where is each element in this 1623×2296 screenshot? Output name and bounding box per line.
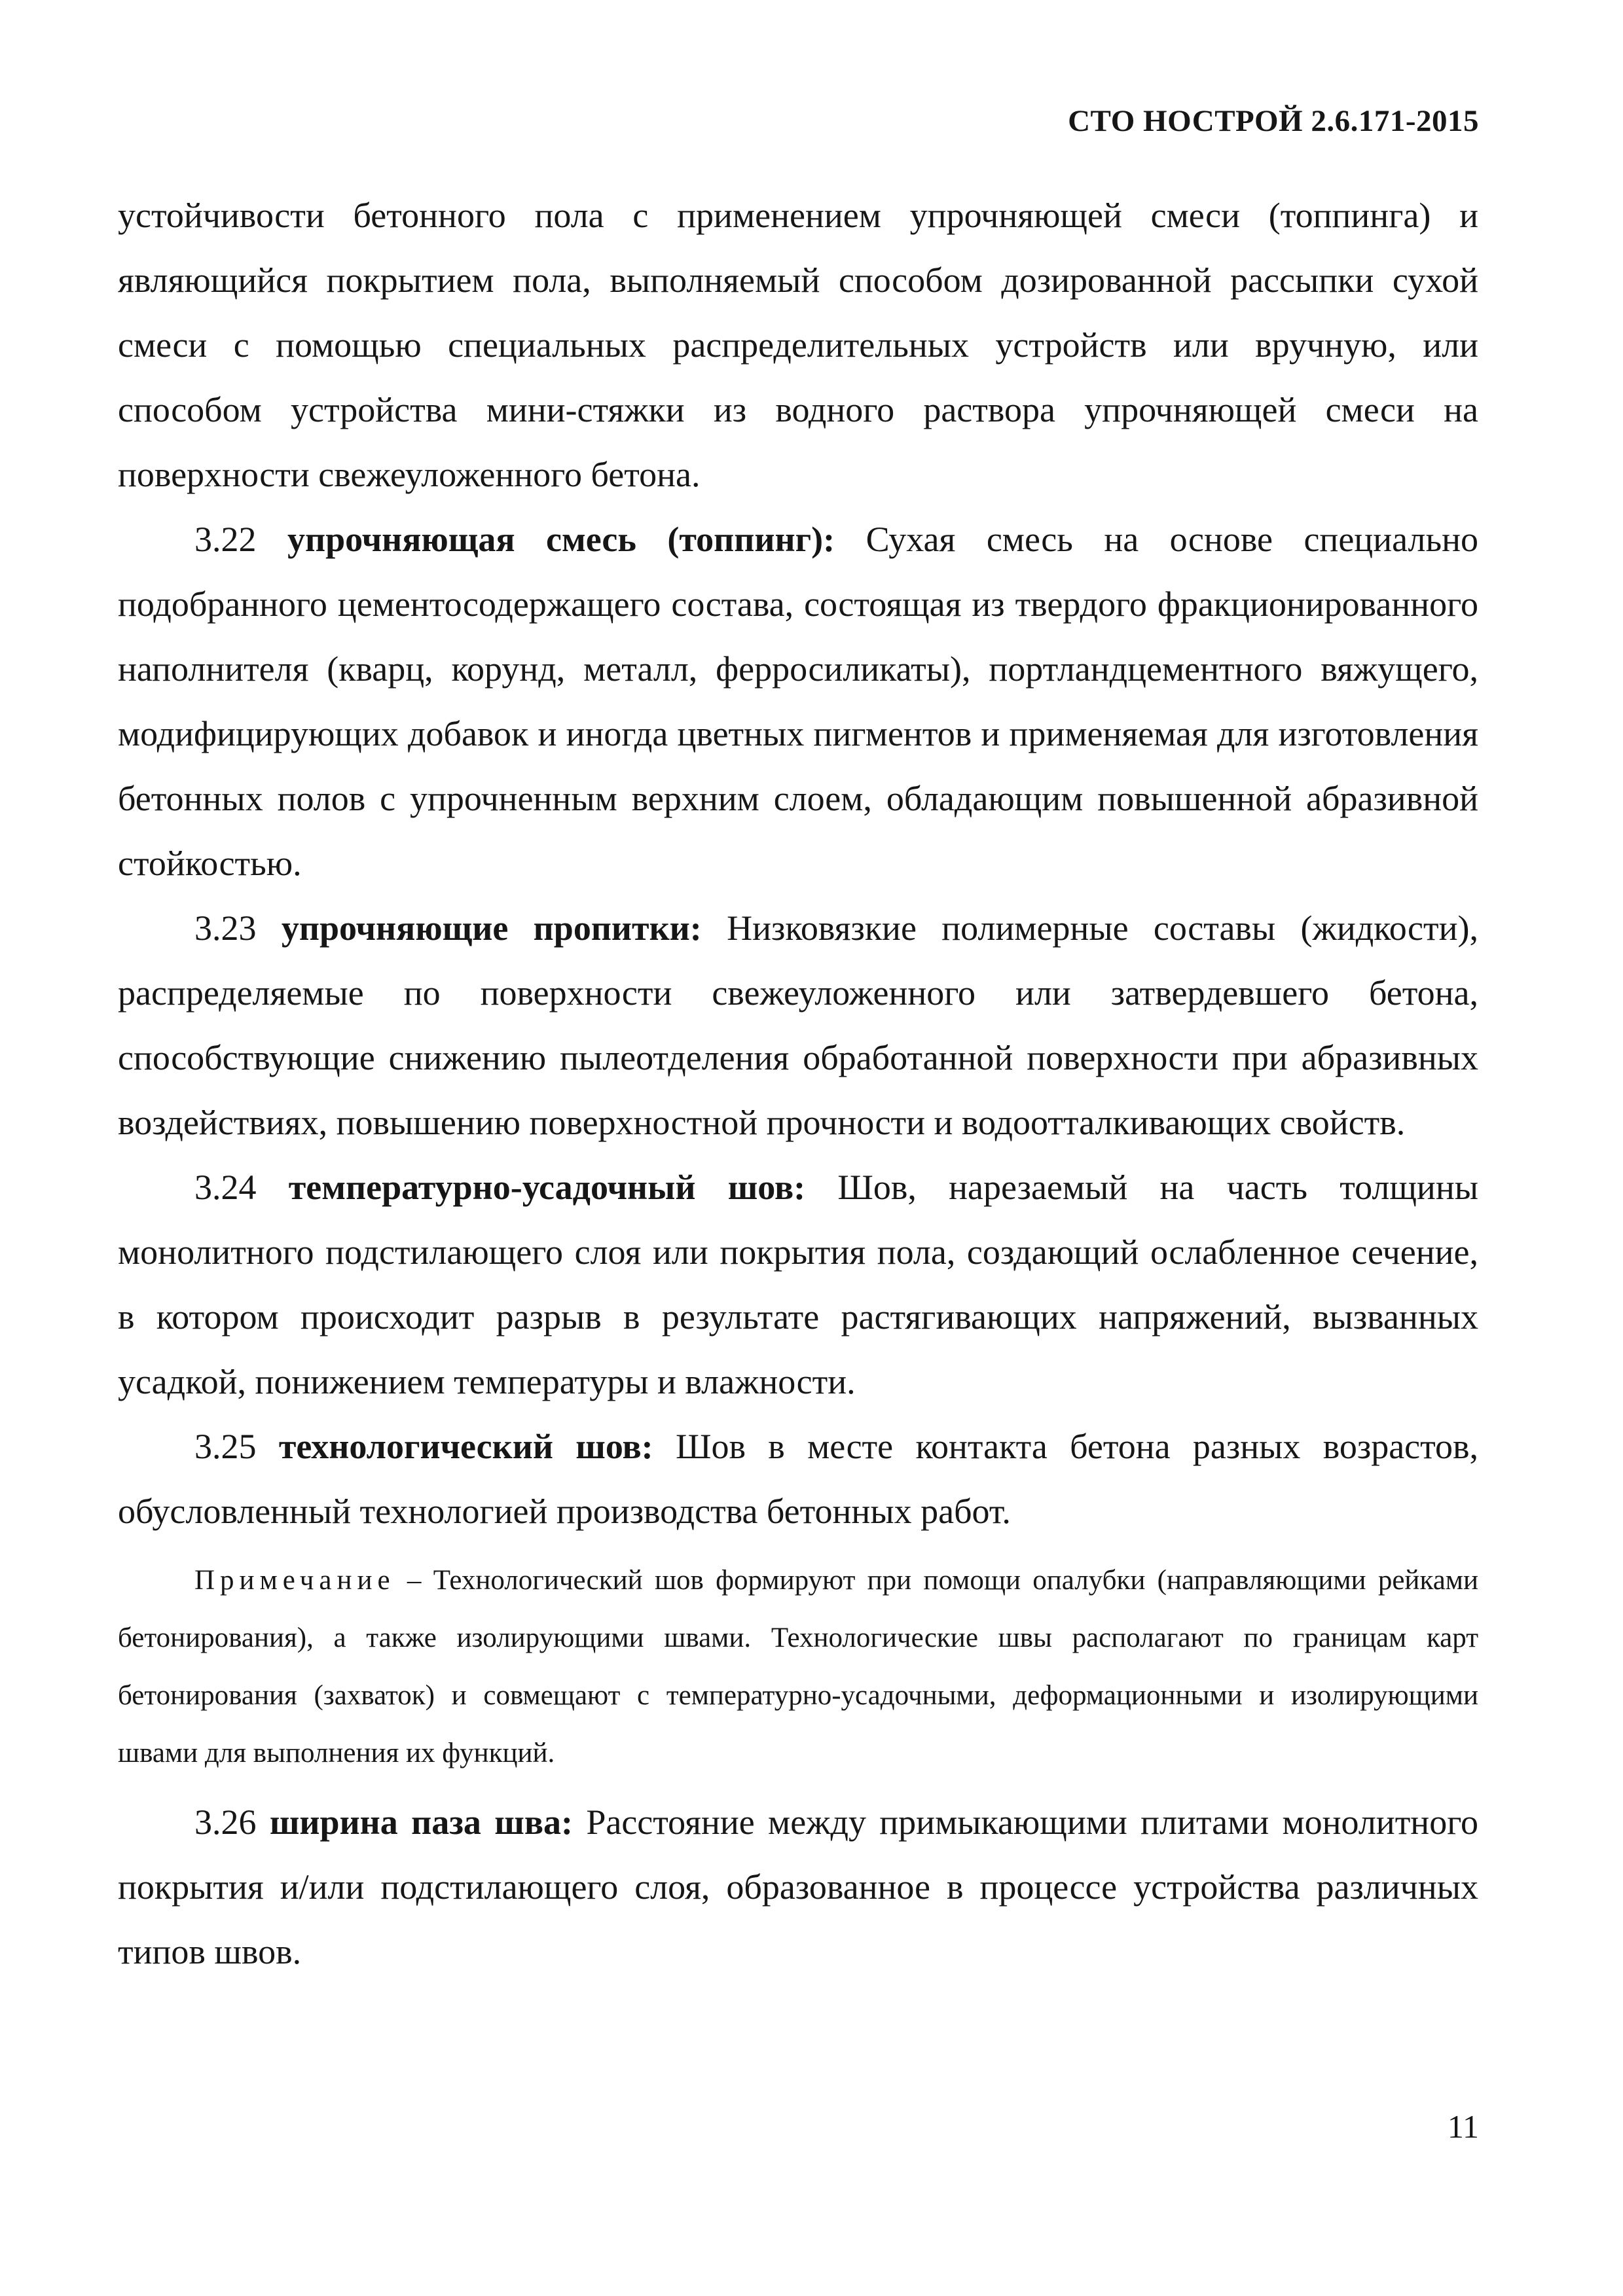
clause-number: 3.23 <box>194 908 257 948</box>
clause-number: 3.26 <box>194 1803 257 1842</box>
document-body <box>118 183 1478 1984</box>
document-header: СТО НОСТРОЙ 2.6.171-2015 <box>1068 104 1479 138</box>
clause-number: 3.25 <box>194 1427 257 1466</box>
definition-3-25 <box>118 1414 1478 1544</box>
term: ширина паза шва: <box>269 1803 573 1842</box>
clause-number: 3.24 <box>194 1168 257 1207</box>
definition-3-26 <box>118 1790 1478 1984</box>
note-label: Примечание <box>194 1565 395 1596</box>
definition-text: Сухая смесь на основе специально подобранного цементосодержащего состава, состоящая из твердого фракционированного наполнителя (кварц, корунд, металл, ферросиликаты), портландцементного вяжущего, модифицирующих добавок и иногда цветных пигментов и применяемая для изготовления бетонных полов с упрочненным верхним слоем, обладающим повышенной абразивной стойкостью. <box>118 520 1479 883</box>
page-number: 11 <box>1447 2108 1479 2145</box>
term: упрочняющие пропитки: <box>281 908 702 948</box>
term: технологический шов: <box>278 1427 653 1466</box>
definition-text: Шов, нарезаемый на часть толщины монолитного подстилающего слоя или покрытия пола, создающий ослабленное сечение, в котором происходит разрыв в результате растягивающих напряжений, вызванных усадкой, понижением температуры и влажности. <box>118 1168 1479 1401</box>
definition-3-22 <box>118 507 1478 896</box>
note-text: – Технологический шов формируют при помощи опалубки (направляющими рейками бетонирования), а также изолирующими швами. Технологические швы располагают по границам карт бетонирования (захваток) и совмещают с температурно-усадочными, деформационными и изолирующими швами для выполнения их функций. <box>118 1565 1478 1768</box>
definition-text: Шов в месте контакта бетона разных возрастов, обусловленный технологией производства бетонных работ. <box>118 1427 1479 1531</box>
term: температурно-усадочный шов: <box>288 1168 806 1207</box>
definition-3-24 <box>118 1155 1478 1414</box>
note <box>118 1552 1478 1782</box>
definition-text: Низковязкие полимерные составы (жидкости), распределяемые по поверхности свежеуложенного или затвердевшего бетона, способствующие снижению пылеотделения обработанной поверхности при абразивных воздействиях, повышению поверхностной прочности и водоотталкивающих свойств. <box>118 908 1479 1142</box>
paragraph-continuation: устойчивости бетонного пола с применением упрочняющей смеси (топпинга) и являющийся покрытием пола, выполняемый способом дозированной рассыпки сухой смеси с помощью специальных распределительных устройств или вручную, или способом устройства мини-стяжки из водного раствора упрочняющей смеси на поверхности свежеуложенного бетона. <box>118 196 1478 494</box>
clause-number: 3.22 <box>194 520 257 559</box>
term: упрочняющая смесь (топпинг): <box>287 520 835 559</box>
definition-3-23 <box>118 896 1478 1155</box>
definition-text: Расстояние между примыкающими плитами монолитного покрытия и/или подстилающего слоя, образованное в процессе устройства различных типов швов. <box>118 1803 1478 1971</box>
